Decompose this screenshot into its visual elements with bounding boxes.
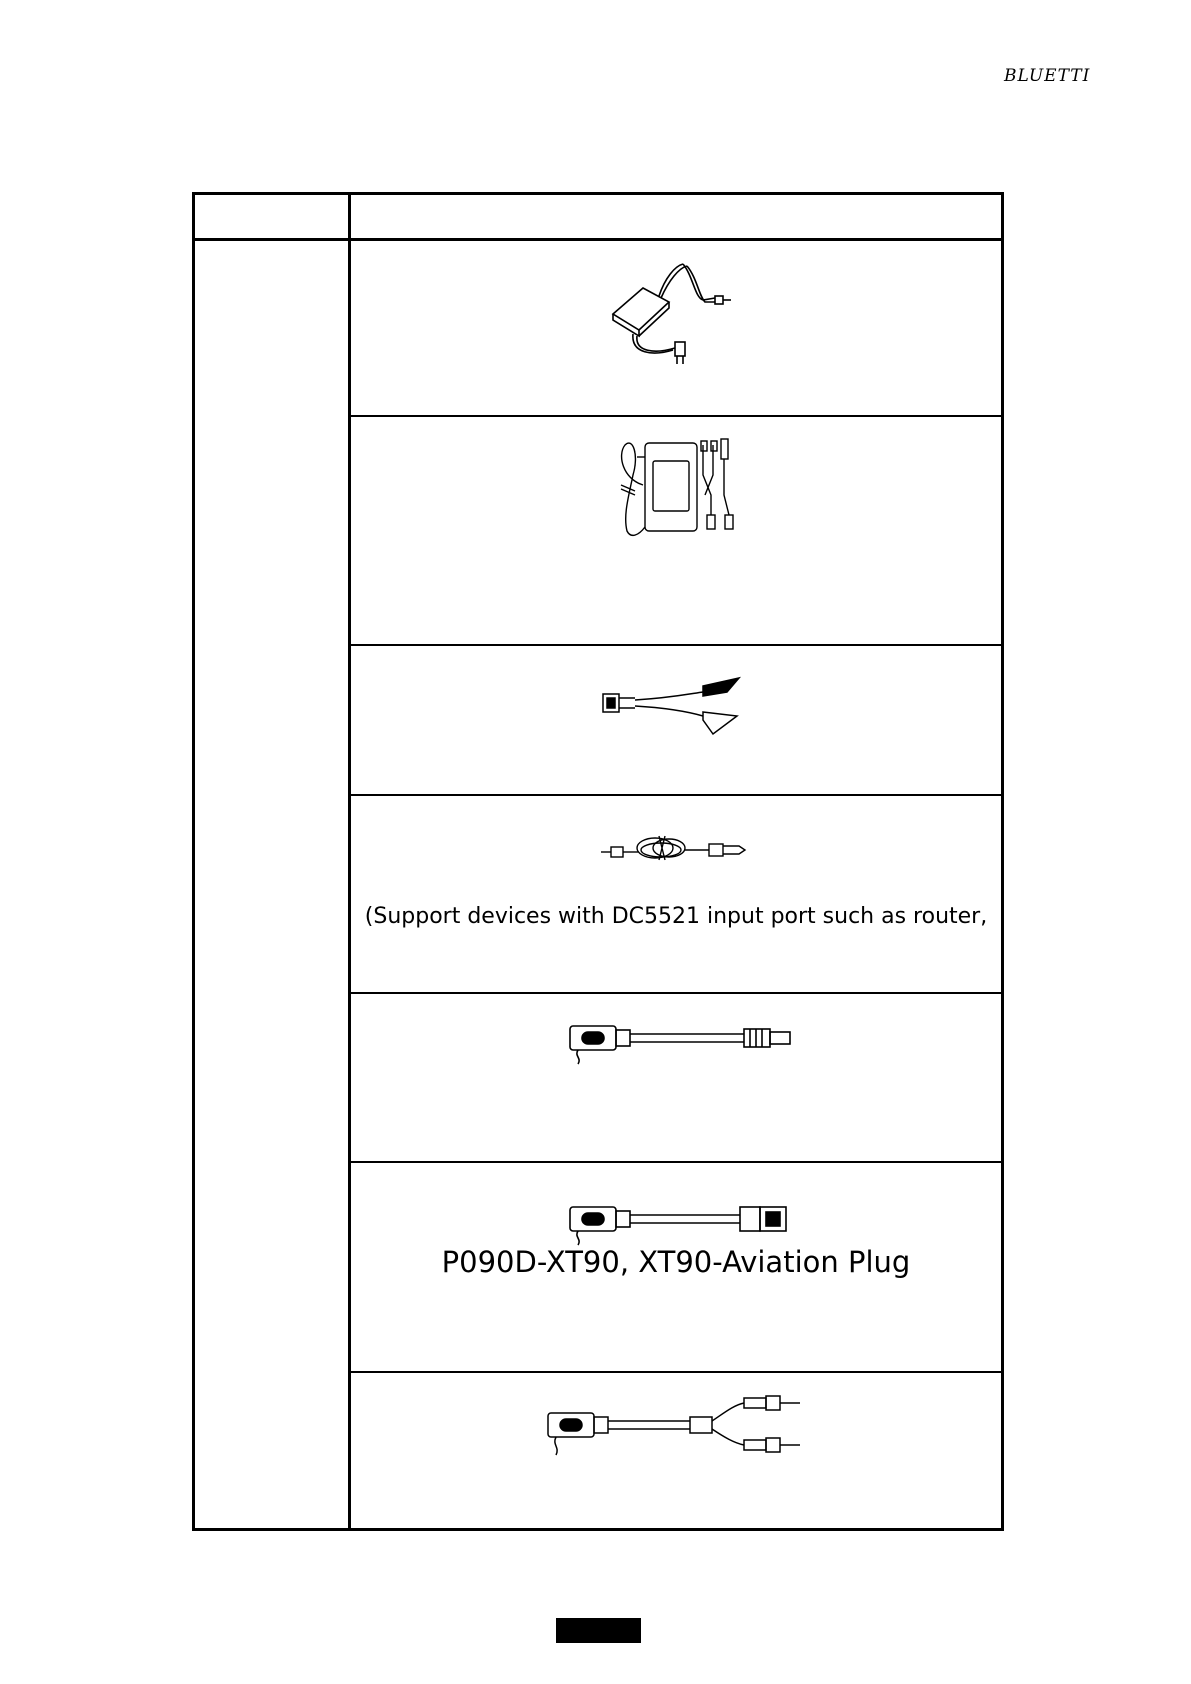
lead-acid-cable-icon	[599, 672, 749, 742]
aviation-to-mc4-cable-icon	[544, 1393, 814, 1463]
table-row	[351, 417, 1001, 646]
table-header-row	[195, 195, 1001, 241]
aviation-to-xt90-cable-icon	[566, 1199, 796, 1249]
accessories-table	[192, 192, 1004, 1531]
table-row	[351, 646, 1001, 796]
ac-adapter-icon	[603, 258, 743, 368]
dc5521-cable-icon	[599, 828, 749, 868]
car-charger-kit-icon	[603, 435, 743, 545]
table-row	[351, 241, 1001, 417]
table-row	[351, 796, 1001, 994]
page-number-marker	[556, 1618, 641, 1643]
table-row	[351, 1163, 1001, 1373]
dc5521-cable-note: (Support devices with DC5521 input port such as router,	[364, 904, 988, 929]
xt90-cable-caption: P090D-XT90, XT90-Aviation Plug	[441, 1245, 911, 1279]
table-row	[351, 1373, 1001, 1531]
brand-logo: BLUETTI	[1004, 66, 1091, 86]
table-row	[351, 994, 1001, 1163]
aviation-to-dc-cable-icon	[566, 1018, 796, 1068]
